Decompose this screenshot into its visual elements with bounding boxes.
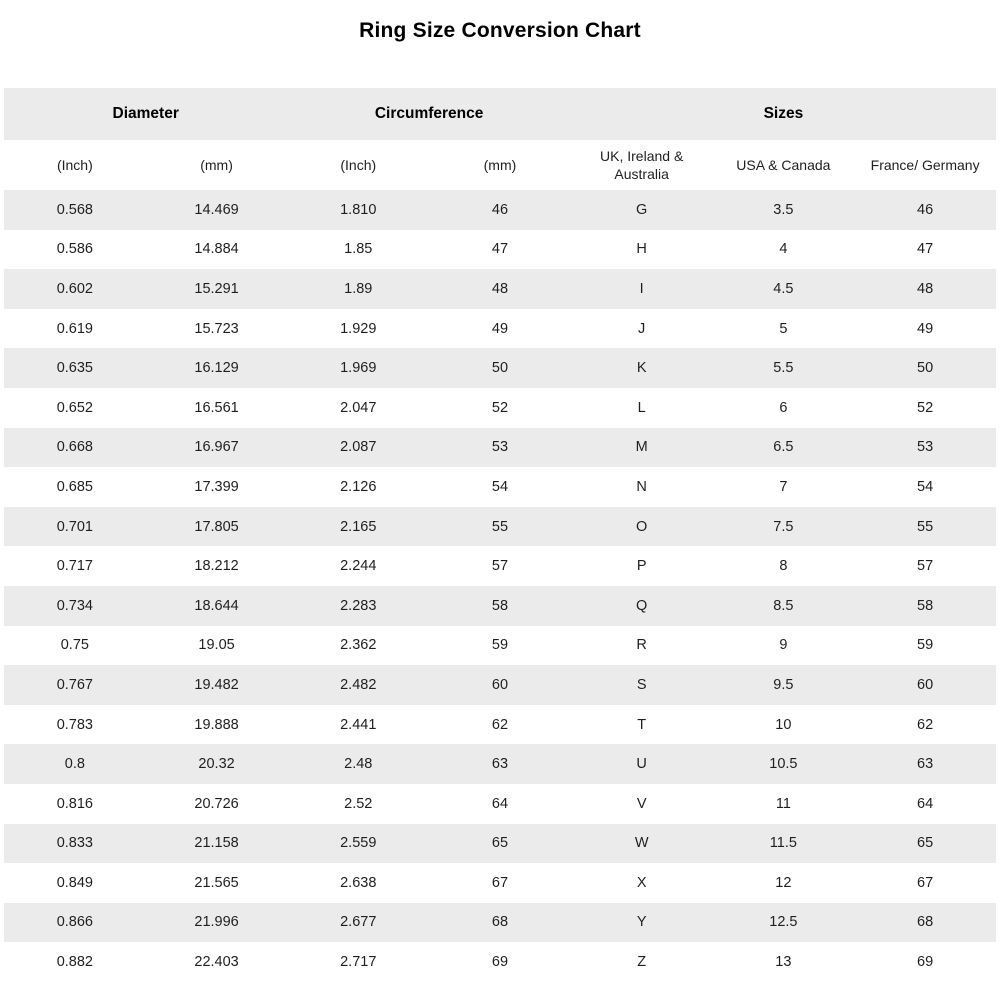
table-cell: 10.5: [713, 744, 855, 784]
table-cell: 2.362: [340, 637, 377, 654]
table-cell: 2.126: [340, 478, 377, 495]
table-cell: 19.888: [194, 716, 239, 733]
table-row: [4, 903, 996, 943]
table-header: [4, 88, 996, 190]
table-row: [4, 348, 996, 388]
table-cell: 2.717: [340, 954, 377, 971]
table-cell: 10: [775, 716, 792, 733]
table-cell: 3.5: [713, 190, 855, 230]
table-cell: 19.482: [146, 665, 288, 705]
table-cell: 7: [779, 478, 788, 495]
table-cell: 2.52: [344, 795, 373, 812]
table-cell: 49: [491, 320, 509, 337]
table-cell: 63: [429, 744, 571, 784]
table-cell: 55: [854, 507, 996, 547]
table-row: [4, 546, 996, 586]
table-cell: 54: [917, 478, 934, 495]
column-header-circumference-inch: (Inch): [287, 140, 429, 190]
group-header-sizes: Sizes: [571, 88, 996, 140]
table-cell: 63: [854, 744, 996, 784]
column-header-france-germany: France/ Germany: [854, 140, 996, 190]
table-cell: 17.399: [194, 478, 239, 495]
table-cell: 0.734: [4, 586, 146, 626]
column-header-circumference-mm: (mm): [429, 140, 571, 190]
table-row: [4, 388, 996, 428]
table-cell: P: [636, 558, 647, 575]
group-header-diameter: Diameter: [4, 88, 287, 140]
table-cell: M: [571, 428, 713, 468]
table-cell: 55: [429, 507, 571, 547]
table-row: [4, 586, 996, 626]
table-row: [4, 705, 996, 745]
table-cell: 6.5: [713, 428, 855, 468]
column-header-usa-canada: USA & Canada: [713, 140, 855, 190]
table-cell: 2.283: [287, 586, 429, 626]
table-cell: 0.652: [56, 399, 93, 416]
table-cell: 0.586: [56, 241, 93, 258]
table-cell: 0.635: [4, 348, 146, 388]
table-cell: 68: [854, 903, 996, 943]
column-header-diameter-mm: (mm): [146, 140, 288, 190]
table-cell: 59: [491, 637, 509, 654]
table-cell: 21.158: [146, 824, 288, 864]
table-cell: 47: [917, 241, 934, 258]
table-cell: 0.685: [56, 478, 93, 495]
table-cell: 64: [917, 795, 934, 812]
table-cell: 8.5: [713, 586, 855, 626]
table-row: [4, 428, 996, 468]
table-cell: 58: [854, 586, 996, 626]
ring-size-conversion-table: [4, 88, 996, 982]
table-cell: 59: [917, 637, 934, 654]
table-cell: 15.291: [146, 269, 288, 309]
table-cell: 4: [779, 241, 788, 258]
table-cell: 0.568: [4, 190, 146, 230]
table-cell: 2.244: [340, 558, 377, 575]
table-cell: 1.929: [340, 320, 377, 337]
table-cell: 19.05: [198, 637, 235, 654]
table-row: [4, 269, 996, 309]
table-cell: 64: [491, 795, 509, 812]
table-cell: 0.849: [56, 874, 93, 891]
table-row: [4, 665, 996, 705]
table-cell: V: [636, 795, 647, 812]
table-cell: 58: [429, 586, 571, 626]
table-cell: 2.677: [287, 903, 429, 943]
table-cell: 0.8: [4, 744, 146, 784]
table-cell: 2.441: [340, 716, 377, 733]
table-cell: 21.565: [194, 874, 239, 891]
table-cell: 65: [429, 824, 571, 864]
table-row: [4, 863, 996, 903]
table-cell: 15.723: [194, 320, 239, 337]
table-cell: 20.726: [194, 795, 239, 812]
table-cell: 0.816: [56, 795, 93, 812]
table-cell: R: [636, 637, 647, 654]
table-cell: 0.882: [56, 954, 93, 971]
table-cell: 1.969: [287, 348, 429, 388]
table-cell: 1.810: [287, 190, 429, 230]
table-cell: 48: [429, 269, 571, 309]
table-cell: G: [571, 190, 713, 230]
table-cell: H: [636, 241, 647, 258]
table-cell: U: [571, 744, 713, 784]
table-cell: 5.5: [713, 348, 855, 388]
table-cell: 46: [429, 190, 571, 230]
table-cell: 0.717: [56, 558, 93, 575]
table-cell: 9.5: [713, 665, 855, 705]
table-cell: 68: [429, 903, 571, 943]
table-row: [4, 309, 996, 349]
table-cell: S: [571, 665, 713, 705]
table-cell: 62: [491, 716, 509, 733]
table-cell: 0.833: [4, 824, 146, 864]
table-cell: 5: [779, 320, 788, 337]
table-cell: 18.212: [194, 558, 239, 575]
table-cell: X: [636, 874, 647, 891]
table-cell: 53: [429, 428, 571, 468]
table-cell: 0.866: [4, 903, 146, 943]
table-cell: 50: [429, 348, 571, 388]
table-cell: 2.087: [287, 428, 429, 468]
table-row: [4, 507, 996, 547]
table-cell: 12: [775, 874, 792, 891]
column-header-uk-ireland-australia: UK, Ireland & Australia: [571, 140, 713, 190]
table-cell: 69: [491, 954, 509, 971]
table-cell: 2.48: [287, 744, 429, 784]
table-cell: 62: [917, 716, 934, 733]
table-cell: 1.89: [287, 269, 429, 309]
table-cell: 16.967: [146, 428, 288, 468]
table-cell: 69: [917, 954, 934, 971]
table-cell: 21.996: [146, 903, 288, 943]
table-cell: 2.165: [287, 507, 429, 547]
table-cell: 12.5: [713, 903, 855, 943]
table-cell: L: [637, 399, 646, 416]
table-cell: 4.5: [713, 269, 855, 309]
table-cell: 22.403: [194, 954, 239, 971]
table-cell: 53: [854, 428, 996, 468]
table-cell: 2.482: [287, 665, 429, 705]
table-cell: 0.783: [56, 716, 93, 733]
table-row: [4, 190, 996, 230]
table-cell: 16.129: [146, 348, 288, 388]
table-cell: 57: [917, 558, 934, 575]
table-cell: 67: [491, 874, 509, 891]
table-cell: J: [638, 320, 646, 337]
table-row: [4, 467, 996, 507]
table-cell: 52: [491, 399, 509, 416]
table-row: [4, 942, 996, 982]
table-cell: 1.85: [344, 241, 373, 258]
table-cell: Q: [571, 586, 713, 626]
table-row: [4, 626, 996, 666]
table-body: [4, 190, 996, 982]
table-cell: 2.638: [340, 874, 377, 891]
table-cell: 0.602: [4, 269, 146, 309]
table-cell: 57: [491, 558, 509, 575]
table-cell: 0.619: [56, 320, 93, 337]
table-cell: T: [637, 716, 647, 733]
table-column-header-row: [4, 140, 996, 190]
table-cell: 14.469: [146, 190, 288, 230]
table-cell: 2.559: [287, 824, 429, 864]
table-cell: 52: [917, 399, 934, 416]
table-row: [4, 744, 996, 784]
table-cell: 0.75: [60, 637, 89, 654]
table-cell: 60: [429, 665, 571, 705]
table-cell: 18.644: [146, 586, 288, 626]
table-cell: Y: [571, 903, 713, 943]
table-row: [4, 824, 996, 864]
table-cell: 65: [854, 824, 996, 864]
group-header-circumference: Circumference: [287, 88, 570, 140]
table-cell: W: [571, 824, 713, 864]
table-cell: 54: [491, 478, 509, 495]
table-cell: 67: [917, 874, 934, 891]
table-cell: 6: [779, 399, 788, 416]
table-cell: 0.767: [4, 665, 146, 705]
table-cell: 46: [854, 190, 996, 230]
table-cell: 8: [779, 558, 788, 575]
table-cell: 47: [491, 241, 509, 258]
table-cell: 13: [775, 954, 792, 971]
column-header-diameter-inch: (Inch): [4, 140, 146, 190]
table-cell: 20.32: [146, 744, 288, 784]
table-cell: 9: [779, 637, 788, 654]
table-row: [4, 784, 996, 824]
table-cell: 48: [854, 269, 996, 309]
table-cell: K: [571, 348, 713, 388]
table-cell: 2.047: [340, 399, 377, 416]
table-cell: O: [571, 507, 713, 547]
table-cell: 50: [854, 348, 996, 388]
table-cell: Z: [637, 954, 647, 971]
table-cell: 17.805: [146, 507, 288, 547]
page-title: Ring Size Conversion Chart: [359, 19, 641, 42]
table-cell: 11.5: [713, 824, 855, 864]
table-cell: 7.5: [713, 507, 855, 547]
table-cell: 60: [854, 665, 996, 705]
table-group-header-row: [4, 88, 996, 140]
table-cell: 16.561: [194, 399, 239, 416]
table-row: [4, 230, 996, 270]
table-cell: 14.884: [194, 241, 239, 258]
table-cell: 11: [775, 795, 791, 812]
table-cell: 0.701: [4, 507, 146, 547]
table-cell: N: [636, 478, 647, 495]
table-cell: 0.668: [4, 428, 146, 468]
table-cell: 49: [917, 320, 934, 337]
table-cell: I: [571, 269, 713, 309]
